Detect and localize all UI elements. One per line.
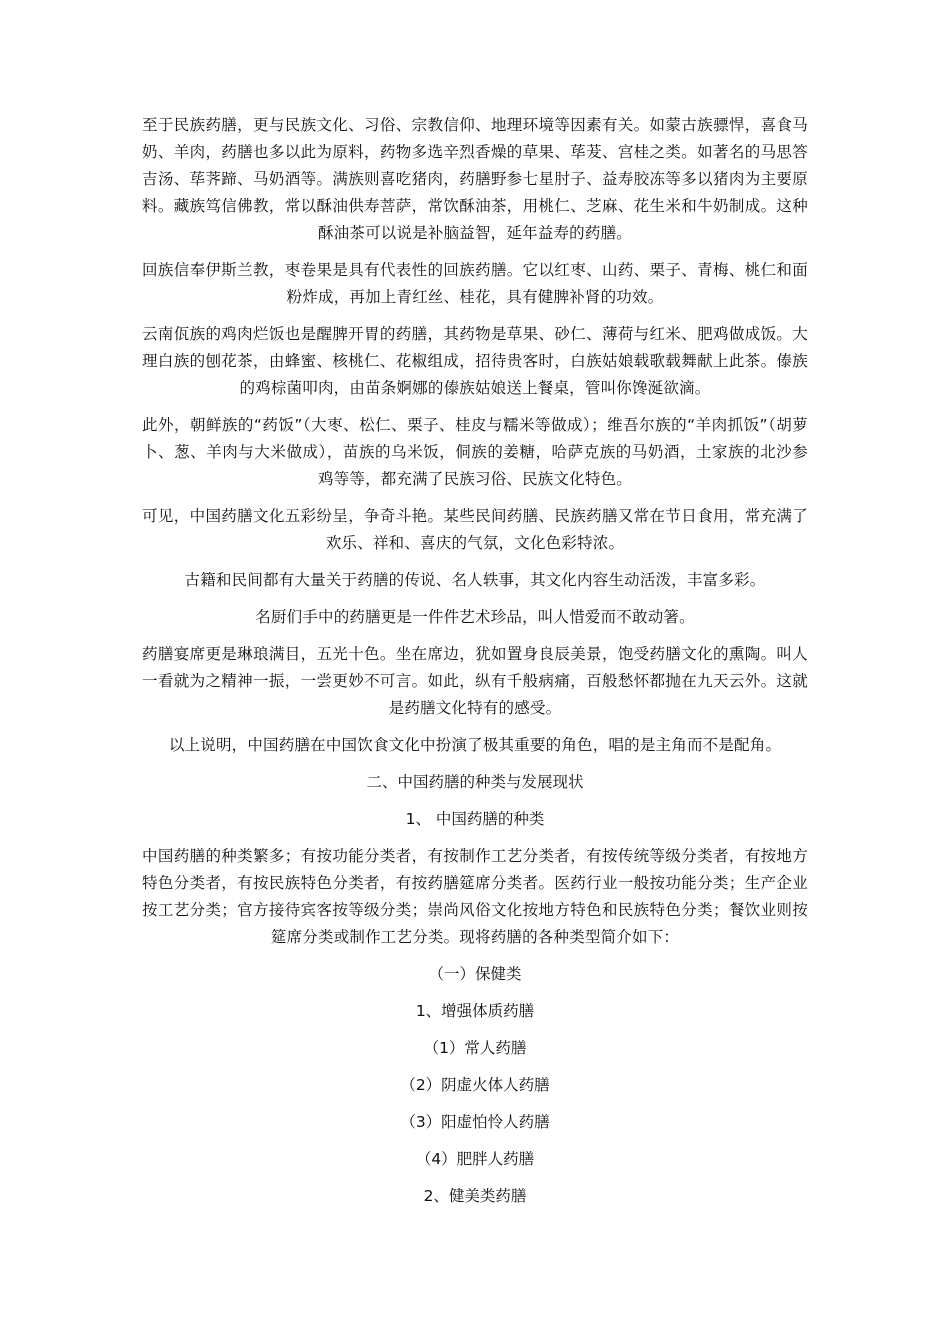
subsection-title: 1、 中国药膳的种类 — [405, 810, 545, 828]
document-page — [142, 112, 808, 1220]
paragraph-other-ethnic: 此外，朝鲜族的“药饭”（大枣、松仁、栗子、桂皮与糯米等做成）；维吾尔族的“羊肉抓饭”（胡萝卜、葱、羊肉与大米做成），苗族的乌米饭，侗族的姜糖，哈萨克族的马奶酒，土家族的北沙参鸡等等，都充满了民族习俗、民族文化特色。 — [142, 416, 808, 488]
outline-item: （4）肥胖人药膳 — [415, 1150, 535, 1168]
paragraph-types: 中国药膳的种类繁多；有按功能分类者，有按制作工艺分类者，有按传统等级分类者，有按地方特色分类者，有按民族特色分类者，有按药膳筵席分类者。医药行业一般按功能分类；生产企业按工艺分类；官方接待宾客按等级分类；崇尚风俗文化按地方特色和民族特色分类；餐饮业则按筵席分类或制作工艺分类。现将药膳的各种类型简介如下： — [142, 847, 808, 946]
paragraph-hui-ethnic: 回族信奉伊斯兰教，枣卷果是具有代表性的回族药膳。它以红枣、山药、栗子、青梅、桃仁和面粉炸成，再加上青红丝、桂花，具有健脾补肾的功效。 — [142, 261, 808, 306]
paragraph-ethnic-medicinal-diet: 至于民族药膳，更与民族文化、习俗、宗教信仰、地理环境等因素有关。如蒙古族骠悍，喜食马奶、羊肉，药膳也多以此为原料，药物多选辛烈香燥的草果、荜茇、宫桂之类。如著名的马思答吉汤、荜荠蹄、马奶酒等。满族则喜吃猪肉，药膳野参七星肘子、益寿胶冻等多以猪肉为主要原料。藏族笃信佛教，常以酥油供寿菩萨，常饮酥油茶，用桃仁、芝麻、花生米和牛奶制成。这种酥油茶可以说是补脑益智，延年益寿的药膳。 — [142, 116, 808, 242]
paragraph-legends: 古籍和民间都有大量关于药膳的传说、名人轶事，其文化内容生动活泼，丰富多彩。 — [184, 571, 766, 589]
outline-item: （1）常人药膳 — [423, 1039, 527, 1057]
paragraph-banquet: 药膳宴席更是琳琅满目，五光十色。坐在席边，犹如置身良辰美景，饱受药膳文化的熏陶。叫人一看就为之精神一振，一尝更妙不可言。如此，纵有千般病痛，百般愁怀都抛在九天云外。这就是药膳文化特有的感受。 — [142, 645, 808, 717]
outline-item: （3）阳虚怕怜人药膳 — [400, 1113, 550, 1131]
paragraph-yunnan-ethnic: 云南佤族的鸡肉烂饭也是醒脾开胃的药膳，其药物是草果、砂仁、薄荷与红米、肥鸡做成饭。大理白族的刨花茶，由蜂蜜、核桃仁、花椒组成，招待贵客时，白族姑娘载歌载舞献上此茶。傣族的鸡棕菌叩肉，由苗条婀娜的傣族姑娘送上餐桌，管叫你馋涎欲滴。 — [142, 325, 808, 397]
outline-item: （2）阴虚火体人药膳 — [400, 1076, 550, 1094]
paragraph-chefs: 名厨们手中的药膳更是一件件艺术珍品，叫人惜爱而不敢动箸。 — [255, 608, 695, 626]
outline-item: （一）保健类 — [428, 965, 522, 983]
outline-item: 2、健美类药膳 — [423, 1187, 527, 1205]
outline-item: 1、增强体质药膳 — [415, 1002, 535, 1020]
paragraph-culture-summary: 可见，中国药膳文化五彩纷呈，争奇斗艳。某些民间药膳、民族药膳又常在节日食用，常充满了欢乐、祥和、喜庆的气氛，文化色彩特浓。 — [142, 507, 808, 552]
paragraph-conclusion: 以上说明，中国药膳在中国饮食文化中扮演了极其重要的角色，唱的是主角而不是配角。 — [168, 736, 782, 754]
section-title: 二、中国药膳的种类与发展现状 — [366, 773, 584, 791]
